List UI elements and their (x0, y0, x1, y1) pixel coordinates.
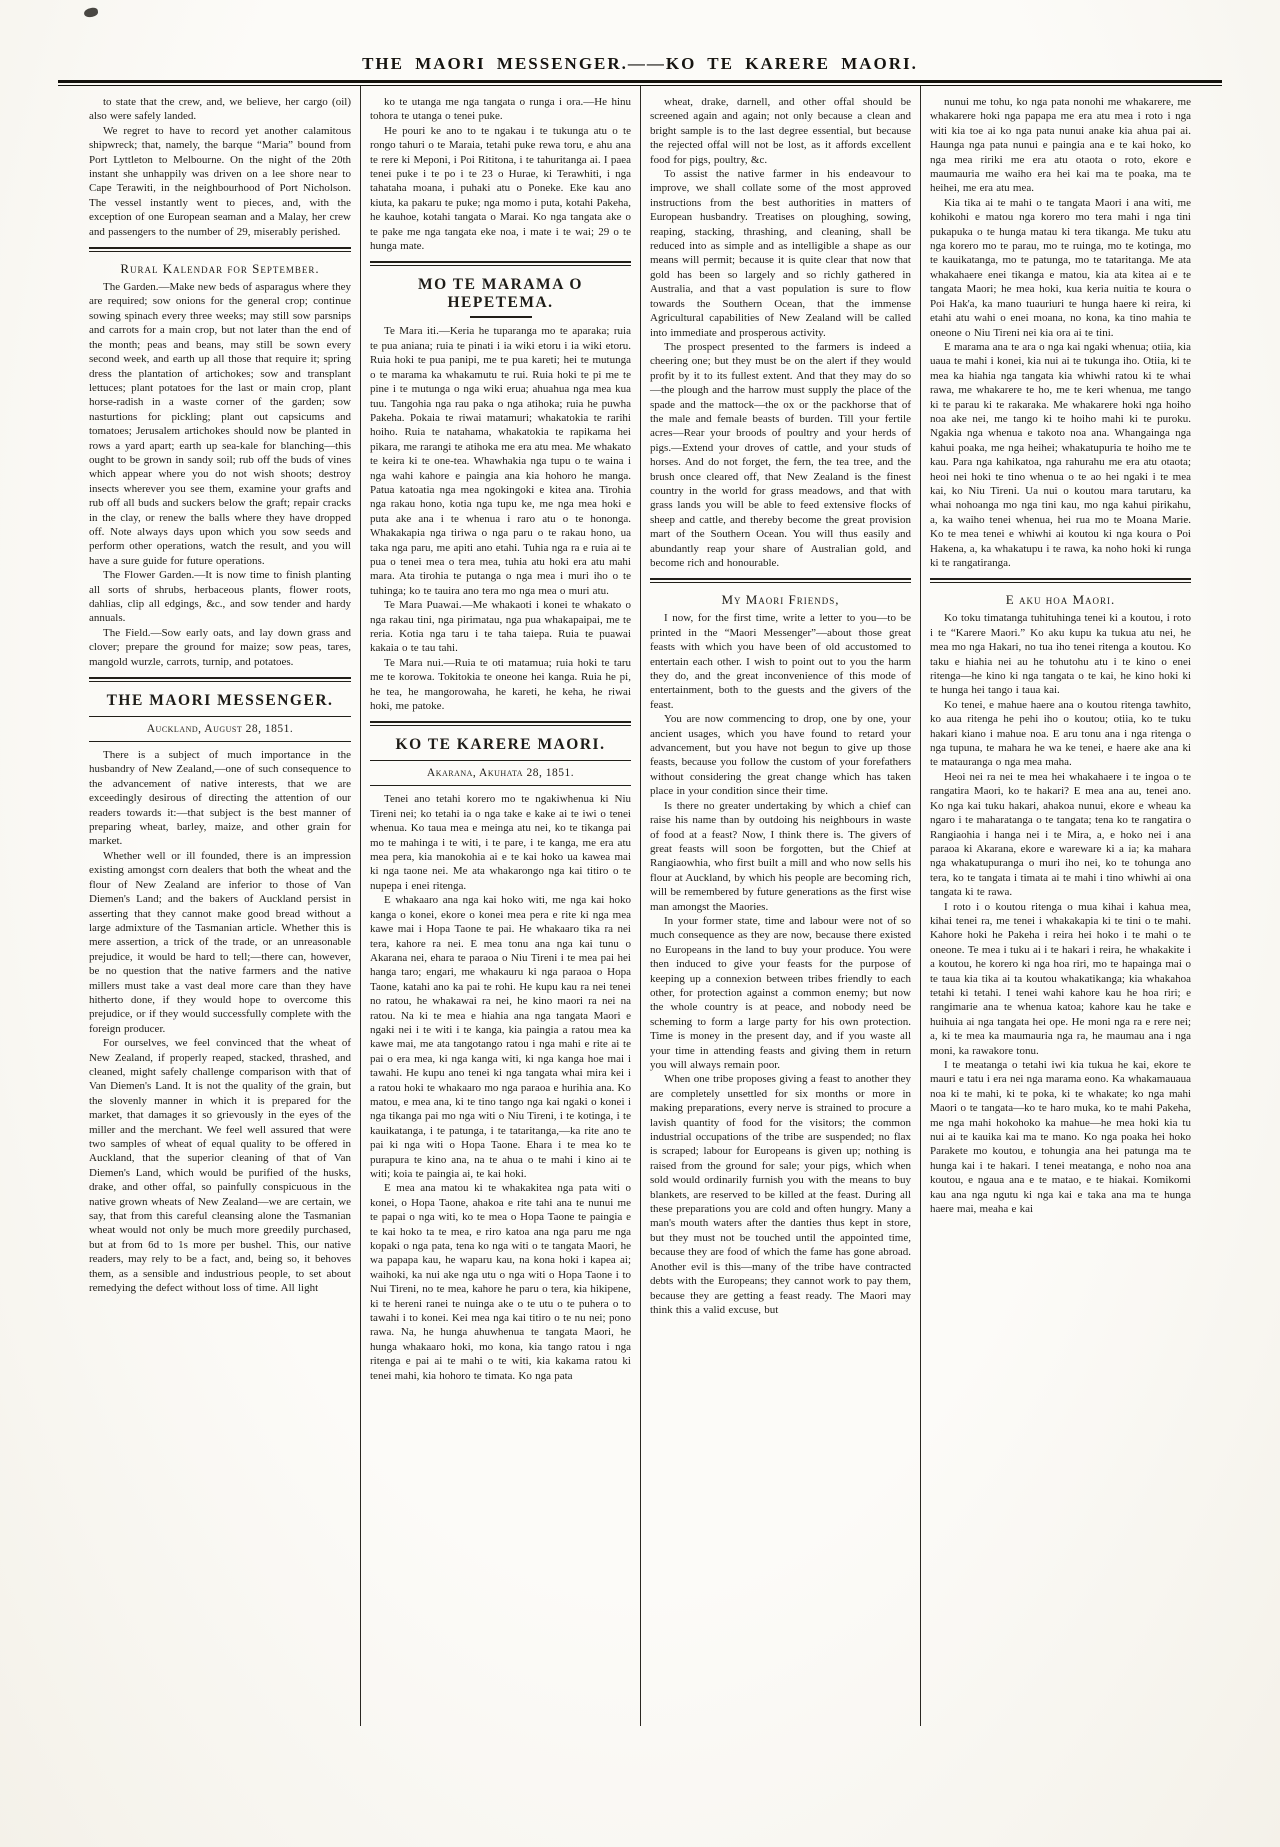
paragraph: Is there no greater undertaking by which a chief can raise his name than by outdoing his neighbours in waste of food at a feast? Now, I think there is. The givers of great feasts will soon be forgotten, but the Chief at Rangiaowhia, who first built a mill and who now sells his flour at Auckland, by which his people are becoming rich, will be remembered by future generations as the first wise man amongst the Maories. (650, 799, 911, 913)
section-divider (370, 721, 631, 726)
section-editorial-mi-cont (930, 95, 1191, 570)
section-editorial-en (89, 692, 351, 1295)
paragraph: Ko tenei, e mahue haere ana o koutou ritenga tawhito, ko aua ritenga he pehi iho o koutou; otiia, ko te tuku hakari kiano i mahue noa. E aru tonu ana i nga ritenga o nga tupuna, te mahara he wa ke tenei, e haere ake ana ki te matauranga o nga mea maha. (930, 698, 1191, 769)
section-aku-hoa-maori (930, 592, 1191, 1216)
paragraph: To assist the native farmer in his endeavour to improve, we shall collate some of the most approved instructions from the best authorities in matters of European husbandry. Treatises on ploughing, sowing, reaping, stacking, thrashing, and cleaning, shall be reduced into as simple and as intelligible a shape as our means will permit; because it is quite clear that now that gold has been so largely and so richly gathered in Australia, and that a vast population is sure to flow towards the Southern Ocean, that the immense Agricultural capabilities of New Zealand will be called into immediate and prosperous activity. (650, 168, 911, 339)
paragraph: Te Mara iti.—Keria he tuparanga mo te aparaka; ruia te pua aniana; ruia te pinati i ia wiki etoru i ia wiki etoru. Ruia hoki te pua panipi, me te pua kareti; hei te mutunga o te marama ka whakamutu te rui. Ruia hoki te pi me te pine i te mutunga o nga wiki erua; ahuahua nga mea kua tuu. Tangohia nga rau paka o nga atihoka; ruia he puwha Pakeha. Pokaia te riwai matamuri; whakatokia te rarihi hoiho. Ruia te natahama, whakatokia te rapikama hei pikara, me rarangi te atihoka me era atu mea. Me whakato te keira ki te one-tea. Whawhakia nga tupu o te waina i nga wahi kahore e paingia ana kia hohoro he manga. Patua katoatia nga mea ngokingoki e kitea ana. Tirohia nga rakau hono, kotia nga tupu ke, me nga mea hoki e puta ake ana i te whenua i raro atu o te hononga. Whakakapia nga tiriwa o nga paru o te rakau hono, ua taka nga paru, me apiti ano etahi. Tuhia nga ra e ruia ai te pua o tenei mea o tera mea, tuhia atu hoki era atu mahi mara. Ata tirohia te putanga o nga mea i muri iho o te tuhinga; ko te tauira ano tera mo nga mea o muri atu. (370, 325, 631, 597)
paragraph-group (370, 792, 631, 1383)
columns-container (80, 86, 1200, 1726)
masthead-title: THE MAORI MESSENGER.——KO TE KARERE MAORI. (362, 54, 918, 73)
paragraph-group (89, 748, 351, 1295)
column-2 (360, 86, 640, 1726)
title-rule (89, 716, 351, 717)
section-rural-kalendar (89, 261, 351, 669)
paragraph: Heoi nei ra nei te mea hei whakahaere i te ingoa o te rangatira Maori, ko te hakari? E mea ana au, tenei ano. Ko nga kai tuku hakari, ahakoa nunui, ekore e wheau ka ngaro i te maharatanga o te tangata; tena ko te rangatira o Rangiaohia i hanga nei i te Mira, a, e hoko nei i ana paraoa ki Akarana, ekore e wareware ki a ia; ka mahara nga whakatupuranga o muri iho nei, ko te tohunga ano tera, ko te tangata i timata ai te mahi i tino whiwhi ai ona tangata ki te rawa. (930, 770, 1191, 899)
paragraph-group (650, 95, 911, 570)
dateline: Akarana, Akuhata 28, 1851. (426, 767, 575, 780)
paragraph: I roto i o koutou ritenga o mua kihai i kahua mea, kihai tenei ra, me tenei i whakakapia ki te tini o te mahi. Kahore hoki he Pakeha i reira hei hoko i te mahi o te oneone. Te mea i tuku ai i te hakari i reira, he whakakite i a koutou, he korero ki nga hoa riri, mo te hapainga mai o te taua kia tika ai ta koutou whakatikanga; kia whakahoa tetahi ki tetahi. I tenei wahi kahore kau he hoa riri; e rangimarie ana te whenua katoa; kahore kau he take e huihuia ai nga tangata hei ope. He moni nga ra e rere nei; a, ki te mea ka maumauria nga ra, he maumau ana i nga moni, ka rawakore tonu. (930, 900, 1191, 1057)
paragraph: You are now commencing to drop, one by one, your ancient usages, which you have found to retard your advancement, but you have not begun to give up those feasts, because you follow the custom of your forefathers without considering the great change which has taken place in your condition since their time. (650, 713, 911, 798)
heading-underline (470, 316, 532, 318)
paragraph: Kia tika ai te mahi o te tangata Maori i ana witi, me kohikohi e matou nga korero mo tera mahi i nga tini pukapuka o te hunga matau ki tera tikanga. Me tuku atu nga korero mo te parau, mo te ruinga, mo te kotinga, mo te kauikatanga, mo te patunga, mo te tataritanga. Me ata whakahaere enei tikanga e matou, kia ata kitea ai e te tangata Maori; he mea hoki, kua keria nuitia te koura o Poi Hak'a, ka mano tuauriuri te hunga haere ki reira, ki etahi atu wahi o enei moana, no kona, ka tino mahia te oneone o Niu Tireni nei kia ora ai te tini. (930, 196, 1191, 339)
paragraph: When one tribe proposes giving a feast to another they are completely unsettled for six months or more in making preparations, every nerve is strained to procure a lavish quantity of food for the visitors; the common industrial occupations of the tribe are suspended; no flax is scraped; labour for Europeans is given up; nothing is raised from the ground for sale; your pigs, which when sold would ordinarily furnish you with the means to buy blankets, are reserved to be killed at the feast. During all these preparations you are cold and often hungry. Many a man's mouth waters after the danties thus kept in store, but they must not be touched until the appointed time, because they are food of which the fame has gone abroad. Another evil is this—many of the tribe have contracted debts with the Europeans; they cannot work to pay them, because they are getting a feast ready. The Maori may think this a valid excuse, but (650, 1073, 911, 1316)
paragraph: The Flower Garden.—It is now time to finish planting all sorts of shrubs, herbaceous plants, flower roots, dahlias, clip all edgings, &c., and sow tender and hardy annuals. (89, 569, 351, 625)
paragraph: ko te utanga me nga tangata o runga i ora.—He hinu tohora te utanga o tenei puke. (370, 96, 631, 123)
section-divider (89, 677, 351, 682)
paragraph-group (89, 95, 351, 239)
paragraph: For ourselves, we feel convinced that the wheat of New Zealand, if properly reaped, stacked, thrashed, and cleaned, might safely challenge comparison with that of Van Diemen's Land. It is not the quality of the grain, but the slovenly manner in which it is prepared for the market, that damages it so grievously in the eyes of the miller and the merchant. We feel well assured that were two samples of wheat of equal quality to be offered in Auckland, that the superior cleaning of that of Van Diemen's Land, which would be purified of the husks, drake, and other offal, so painfully conspicuous in the native grown wheats of New Zealand—we are certain, we say, that from this careful cleansing alone the Tasmanian wheat would not only be much more greedily purchased, but at from 6d to 1s more per bushel. This, our native readers, may rely to be a fact, and, being so, it behoves them, as a sensible and industrious people, to set about remedying the defect without loss of time. All light (89, 1037, 351, 1295)
section-heading: My Maori Friends, (721, 592, 840, 608)
paragraph-group (650, 611, 911, 1317)
section-maori-friends (650, 592, 911, 1317)
paragraph: E mea ana matou ki te whakakitea nga pata witi o konei, o Hopa Taone, ahakoa e rite tahi ana te nunui me te papai o nga witi, ko te mea o Hopa Taone te paingia e te kai hoko ta te mea, e riro katoa ana nga paru me nga kopaki o nga pata, tena ko nga witi o te tangata Maori, he wa papapa kau, he waparu kau, na kona hoki i kapea ai; waihoki, ka nui ake nga utu o nga witi o Hopa Taone i to Nui Tireni, no te mea, kahore he paru o tera, kia hikipene, ki te hereni ranei te nuinga ake o te utu o te puhera o to tawahi i to konei. Kei mea nga kai titiro o te nu nei; pono rawa. Na, he hunga ahuwhenua te tangata Maori, he hunga whakaaro hoki, mo kona, kia tango ratou i nga ritenga e pai ai te mahi o te witi, kia kakama ratou ki tenei mahi, kia hohoro te timata. Ko nga pata (370, 1182, 631, 1382)
paragraph: Ko toku timatanga tuhituhinga tenei ki a koutou, i roto i te “Karere Maori.” Ko aku kupu ka tukua atu nei, he mea mo nga Hakari, no tua iho tenei ritenga a koutou. Ko taku e hiahia nei au he tohutohu atu i te kino o enei ritenga—he kino ki nga tangata o te kai, he kino hoki ki te hunga hei tango i taua kai. (930, 612, 1191, 697)
paragraph-group (89, 280, 351, 669)
paragraph: E marama ana te ara o nga kai ngaki whenua; otiia, kia uaua te mahi i konei, kia nui ai te tukunga iho. Otiia, ki te mea ka hiahia nga tangata kia whiwhi ratou ki te whai rawa, me whakarere te ho, me te keri whenua, me tango ki te parau ki te rakaraka. Me whakarere hoki nga hoiho noa ake nei, me tango ki te hoiho mahi ki te puroku. Ngakia nga whenua e takoto noa ana. Whangainga nga kahui poaka, me nga heihei; whakatupuria te hoiho me te kau. Para nga kahikatoa, nga rahurahu me era atu otaota; heoi nei hoki te tino whenua o te ao hei ngaki i te mea kai, ko Niu Tireni. Ua nui o koutou mara tarutaru, ka whai nohoanga mo nga tini kau, mo nga kahui pirikahu, a, ka waiho tenei whenua, hei rua mo te Moana Marie. Ko te mea tenei e whiwhi ai koutou ki nga koura o Poi Hakena, a, ka whakatupu i te rawa, ka noho hoki ki runga ki te rangatiranga. (930, 340, 1191, 569)
paragraph: Tenei ano tetahi korero mo te ngakiwhenua ki Niu Tireni nei; ko tetahi ia o nga take e kake ai te iwi o tenei whenua. Ko taua mea e meinga atu nei, ko te tikanga pai mo te mahinga i te witi, i te pare, i te kanga, me era atu mea pera, kia manokohia ai e te kai hoko ua kawea mai ki nga taone nei. Me ata whakarongo nga kai titiro o te nupepa i enei ritenga. (370, 793, 631, 892)
section-divider (650, 578, 911, 583)
dateline: Auckland, August 28, 1851. (146, 723, 294, 736)
section-heading: Rural Kalendar for September. (120, 261, 320, 277)
paper-title: THE MAORI MESSENGER. (106, 692, 334, 710)
paragraph: The prospect presented to the farmers is indeed a cheering one; but they must be on the alert if they would profit by it to its fullest extent. And that they may do so—the plough and the harrow must supply the place of the spade and the mattock—the ox or the packhorse that of the male and female beasts of burden. Till your fertile acres—Rear your broods of poultry and your herds of pigs.—Extend your droves of cattle, and your studs of horses. And do not forget, the fern, the tea tree, and the brush once cleared off, that New Zealand is the finest country in the world for grass meadows, and that with grass lands you will be able to feed extensive flocks of sheep and cattle, and thereby become the great provision mart of the Southern Ocean. You will thus easily and abundantly reap your share of Australian gold, and become rich and honourable. (650, 340, 911, 569)
paragraph-group (370, 324, 631, 713)
column-4 (920, 86, 1200, 1726)
paragraph: The Field.—Sow early oats, and lay down grass and clover; prepare the ground for maize; sow peas, tares, mangold wurzle, carrots, turnip, and potatoes. (89, 626, 351, 668)
paragraph: Te Mara Puawai.—Me whakaoti i konei te whakato o nga rakau tini, nga pirimatau, nga pua whakapaipai, me te reria. Kotia nga taru i te taha taiepa. Ruia te puawai kakaia o te tau tahi. (370, 599, 631, 655)
paragraph: I te meatanga o tetahi iwi kia tukua he kai, ekore te mauri e tatu i era nei nga marama eono. Ka whakamauaua noa ki te mahi, ki te poka, ki te whakate; ko nga mahi Maori o te tangata—ko te haro muka, ko te mahi Pakeha, me nga mahi hokohoko ka mahue—he mea hoki kia tu nui ai te kauika kai ma te mano. Ko nga poaka hei hoko Parakete mo koutou, e tohungia ana hei patunga ma te hunga kai i te hakari. I tenei meatanga, e noho noa ana koutou, e ngaua ana e te matao, e te hiakai. Komikomi kau ana nga ngutu ki nga kai e taka ana ma te hunga haere mai, meaha e kai (930, 1059, 1191, 1216)
paragraph: I now, for the first time, write a letter to you—to be printed in the “Maori Messenger”—about those great feasts with which you have been of old accustomed to entertain each other. I wish to point out to you the harm they do, and the great inconvenience of this mode of entertainment, both to the guests and the givers of the feast. (650, 612, 911, 711)
dateline-rule (370, 785, 631, 786)
paragraph-group (370, 95, 631, 253)
paragraph: In your former state, time and labour were not of so much consequence as they are now, because there existed no Europeans in the land to buy your produce. You were then induced to give your feasts for the purpose of keeping up a connexion between tribes friendly to each other, for protection against a common enemy; but now the whole country is at peace, and nobody need be scheming to form a large party for his own protection. Time is money in the present day, and if you waste all your time in attending feasts and giving them in return you will always remain poor. (650, 914, 911, 1071)
section-editorial-mi (370, 736, 631, 1383)
paper-title: KO TE KARERE MAORI. (395, 736, 606, 754)
dateline-rule (89, 741, 351, 742)
section-divider (370, 261, 631, 266)
paragraph-group (930, 95, 1191, 570)
title-rule (370, 760, 631, 761)
paragraph: nunui me tohu, ko nga pata nonohi me whakarere, me whakarere hoki nga papapa me era atu mea i roto i nga witi kia toe ai ko nga pata nunui anake kia ahua pai ai. Haunga nga pata nunui e paingia ana e te kai hoko, ko nga mea ririki me era atu otaota o roto, ekore e maumauria me waiho era hei kai ma te poaka, ma te heihei, me era atu mea. (930, 96, 1191, 195)
paragraph: He pouri ke ano to te ngakau i te tukunga atu o te rongo tahuri o te Maraia, tetahi puke rewa toru, e ahu ana te rere ki Meponi, i Poi Rititona, i te tahuritanga ai. I paea tenei puke i te po i te 23 o Hurae, ki Terawhiti, i nga tahataha moana, i puhaki atu o Poneke. Eke kau ano kiuta, ka pakaru te puke; nga momo i puta, kotahi Pakeha, he kauhoe, kotahi tangata o Marai. Ko nga tangata ake o te pake me nga tangata eke noa, i mate i te wai; 29 o te hunga mate. (370, 124, 631, 253)
paragraph-group (930, 611, 1191, 1216)
paragraph: E whakaaro ana nga kai hoko witi, me nga kai hoko kanga o konei, ekore o konei mea pera e rite ki nga mea kawe mai i Hopa Taone te pai. He whakaaro tika ra nei tera, kahore ra nei. E mea tonu ana nga kai tunu o Akarana nei, ehara te paraoa o Niu Tireni i te mea pai hei hanga taro; engari, me whakauru ki nga paraoa o Hopa Taone, katahi ano ka pai te rohi. He kupu kau ra nei tenei no ratou, he whakawai ra nei, he kino maori ra nei na ratou. Na ki te mea e hiahia ana nga tangata Maori e ngaki nei i te witi i te kanga, kia paingia a ratou mea ka kawe mai, me ata tangotango ratou i nga mahi e rite ai te pai o era mea, ki nga kanga witi, ki nga kanga hoe mai i tawahi. He kupu ano tenei ki nga tangata whai mira kei i a ratou hoki te whakaaro mo nga paraoa e hurihia ana. Ko matou, e mea ana, ki te tino tango nga kai ngaki o konei i nga tikanga pai mo nga witi o Niu Tireni, i te kotinga, i te kauikatanga, i te patunga, i te tataritanga,—ka rite ano te pai ki nga witi o Hopa Taone. Ehara i te mea ko te purapura te kino ana, na te ahua o te mahi i kino ai te witi; koia te paingia ai, te kai hoki. (370, 894, 631, 1180)
paragraph: The Garden.—Make new beds of asparagus where they are required; sow onions for the general crop; continue sowing spinach every three weeks; may still sow parsnips and carrots for a main crop, but not later than the end of the month; peas and beans, may still be sown every second week, and earth up all those that require it; spring dress the plantation of artichokes; sow and transplant lettuces; plant potatoes for the last or main crop, plant horse-radish in a waste corner of the garden; sow nasturtions for pickling; plant out capsicums and tomatoes; Jerusalem artichokes should now be planted in rows a yard apart; earth up sea-kale for blanching—this ought to be grown in sandy soil; rub off the buds of vines which appear where you do not wish shoots; destroy insects wherever you see them, examine your grafts and rub off all buds and suckers below the graft; repair cracks in the clay, or renew the balls where they have dropped off. Note always days upon which you sow seeds and perform other operations, watch the result, and you will have a sure guide for future operations. (89, 281, 351, 567)
section-divider (930, 578, 1191, 583)
section-marama-hepetema (370, 276, 631, 713)
section-shipwreck-mi (370, 95, 631, 253)
section-heading: MO TE MARAMA O HEPETEMA. (418, 276, 583, 312)
section-shipwreck-en (89, 95, 351, 239)
paragraph: We regret to have to record yet another calamitous shipwreck; that, namely, the barque “Maria” bound from Port Lyttleton to Melbourne. On the night of the 20th instant she unhappily was driven on a lee shore near to Cape Terawiti, in the neighbourhood of Port Nicholson. The vessel instantly went to pieces, and, with the exception of one European seaman and a Malay, her crew and passengers to the number of 29, miserably perished. (89, 124, 351, 238)
column-3 (640, 86, 920, 1726)
paragraph: to state that the crew, and, we believe, her cargo (oil) also were safely landed. (89, 96, 351, 123)
paragraph: Whether well or ill founded, there is an impression existing amongst corn dealers that both the wheat and the flour of New Zealand are inferior to those of Van Diemen's Land; and the bakers of Auckland persist in asserting that they cannot make good bread without a large admixture of the Tasmanian article. Whether this is mere assertion, a trick of the trade, or an unreasonable prejudice, it would be hard to tell;—there can, however, be no question that the native farmers and the native millers must take a vast deal more care than they have hitherto done, if they would hope to overcome this prejudice, or if they would successfully complete with the foreign producer. (89, 849, 351, 1035)
paragraph: Te Mara nui.—Ruia te oti matamua; ruia hoki te taru me te korowa. Tokitokia te oneone hei kanga. Ruia he pi, he tea, he mangorowaha, he kareti, he keha, he riwai hoki, me patoke. (370, 656, 631, 713)
paragraph: There is a subject of much importance in the husbandry of New Zealand,—one of such consequence to the advancement of native interests, that we are exceedingly desirous of directing the attention of our readers towards it:—that subject is the best manner of preparing wheat, barley, maize, and other grain for market. (89, 749, 351, 848)
column-1 (80, 86, 360, 1726)
section-heading: E aku hoa Maori. (1005, 592, 1116, 608)
section-editorial-en-cont (650, 95, 911, 570)
paragraph: wheat, drake, darnell, and other offal should be screened again and again; not only because a clean and bright sample is to the last degree essential, but because the rejected offal will not be lost, as it affords excellent food for pigs, poultry, &c. (650, 96, 911, 166)
section-divider (89, 247, 351, 252)
